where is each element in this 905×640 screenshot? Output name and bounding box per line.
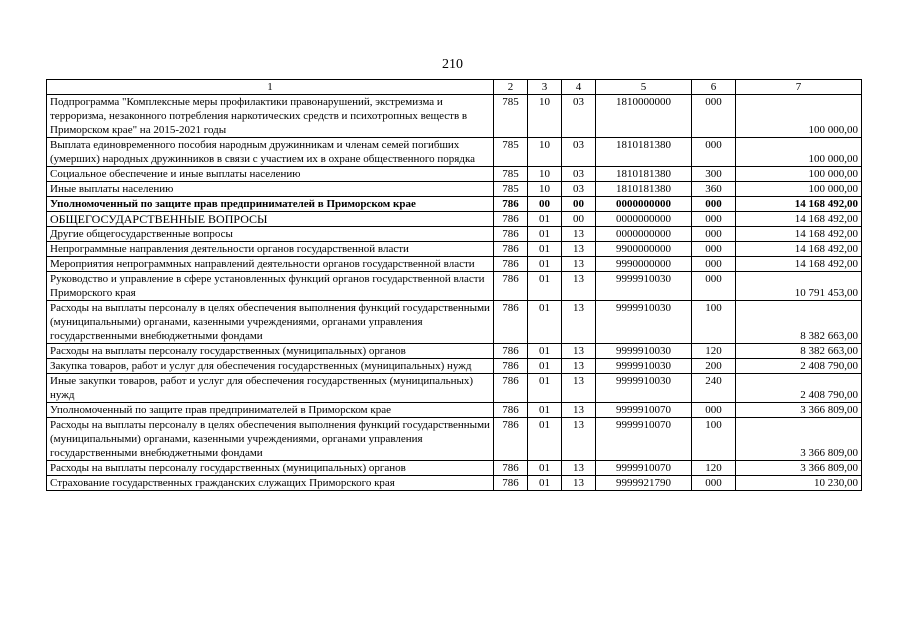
row-code-2: 786 bbox=[494, 418, 528, 461]
row-code-6: 000 bbox=[692, 476, 736, 491]
row-code-6: 000 bbox=[692, 138, 736, 167]
row-amount: 14 168 492,00 bbox=[736, 227, 862, 242]
row-name: Непрограммные направления деятельности органов государственной власти bbox=[47, 242, 494, 257]
row-code-3: 01 bbox=[528, 359, 562, 374]
row-code-4: 03 bbox=[562, 167, 596, 182]
row-amount: 14 168 492,00 bbox=[736, 212, 862, 227]
table-row bbox=[47, 212, 862, 227]
row-code-3: 00 bbox=[528, 197, 562, 212]
row-name: Расходы на выплаты персоналу государственных (муниципальных) органов bbox=[47, 344, 494, 359]
budget-table bbox=[46, 79, 862, 491]
table-row bbox=[47, 476, 862, 491]
row-code-2: 785 bbox=[494, 182, 528, 197]
row-code-3: 10 bbox=[528, 167, 562, 182]
row-code-6: 000 bbox=[692, 403, 736, 418]
row-name: Другие общегосударственные вопросы bbox=[47, 227, 494, 242]
table-row bbox=[47, 227, 862, 242]
row-code-3: 10 bbox=[528, 95, 562, 138]
row-code-2: 786 bbox=[494, 476, 528, 491]
row-code-3: 01 bbox=[528, 461, 562, 476]
row-amount: 100 000,00 bbox=[736, 138, 862, 167]
row-code-6: 120 bbox=[692, 461, 736, 476]
row-name: Расходы на выплаты персоналу в целях обеспечения выполнения функций государственными (муниципальными) органами, казенными учреждениями, органами управления государственными внебюджетными фондами bbox=[47, 301, 494, 344]
row-code-5: 9999921790 bbox=[596, 476, 692, 491]
row-name: Социальное обеспечение и иные выплаты населению bbox=[47, 167, 494, 182]
table-row bbox=[47, 418, 862, 461]
table-row bbox=[47, 95, 862, 138]
row-code-5: 9999910070 bbox=[596, 461, 692, 476]
row-name: Мероприятия непрограммных направлений деятельности органов государственной власти bbox=[47, 257, 494, 272]
row-code-5: 0000000000 bbox=[596, 227, 692, 242]
row-name: Расходы на выплаты персоналу государственных (муниципальных) органов bbox=[47, 461, 494, 476]
row-code-4: 13 bbox=[562, 301, 596, 344]
row-code-4: 13 bbox=[562, 242, 596, 257]
page-number: 210 bbox=[442, 57, 463, 72]
row-amount: 100 000,00 bbox=[736, 95, 862, 138]
row-code-2: 786 bbox=[494, 242, 528, 257]
table-row bbox=[47, 242, 862, 257]
row-amount: 100 000,00 bbox=[736, 167, 862, 182]
row-code-4: 13 bbox=[562, 359, 596, 374]
header-cell-7: 7 bbox=[736, 80, 862, 95]
row-amount: 3 366 809,00 bbox=[736, 403, 862, 418]
row-code-5: 1810000000 bbox=[596, 95, 692, 138]
row-code-5: 1810181380 bbox=[596, 167, 692, 182]
header-cell-1: 1 bbox=[47, 80, 494, 95]
row-name: Руководство и управление в сфере установленных функций органов государственной власти Приморского края bbox=[47, 272, 494, 301]
row-code-2: 786 bbox=[494, 374, 528, 403]
row-code-6: 200 bbox=[692, 359, 736, 374]
row-code-5: 9999910030 bbox=[596, 272, 692, 301]
row-amount: 8 382 663,00 bbox=[736, 301, 862, 344]
row-code-5: 9999910030 bbox=[596, 344, 692, 359]
row-amount: 10 230,00 bbox=[736, 476, 862, 491]
table-row bbox=[47, 138, 862, 167]
header-cell-5: 5 bbox=[596, 80, 692, 95]
table-row bbox=[47, 197, 862, 212]
row-code-6: 300 bbox=[692, 167, 736, 182]
row-code-3: 01 bbox=[528, 301, 562, 344]
row-code-3: 01 bbox=[528, 257, 562, 272]
header-cell-3: 3 bbox=[528, 80, 562, 95]
row-code-3: 01 bbox=[528, 418, 562, 461]
row-code-5: 9999910070 bbox=[596, 418, 692, 461]
row-code-5: 0000000000 bbox=[596, 212, 692, 227]
row-code-2: 786 bbox=[494, 257, 528, 272]
table-row bbox=[47, 374, 862, 403]
row-code-4: 13 bbox=[562, 461, 596, 476]
row-code-4: 00 bbox=[562, 212, 596, 227]
row-amount: 14 168 492,00 bbox=[736, 242, 862, 257]
row-amount: 3 366 809,00 bbox=[736, 418, 862, 461]
header-cell-4: 4 bbox=[562, 80, 596, 95]
row-code-2: 786 bbox=[494, 301, 528, 344]
row-code-3: 10 bbox=[528, 138, 562, 167]
row-code-5: 9999910030 bbox=[596, 374, 692, 403]
table-row bbox=[47, 461, 862, 476]
header-row bbox=[47, 80, 862, 95]
table-row bbox=[47, 182, 862, 197]
row-code-4: 13 bbox=[562, 257, 596, 272]
row-name: Иные выплаты населению bbox=[47, 182, 494, 197]
row-name: Выплата единовременного пособия народным дружинникам и членам семей погибших (умерших) народных дружинников в связи с участием их в охране общественного порядка bbox=[47, 138, 494, 167]
row-code-3: 01 bbox=[528, 212, 562, 227]
row-name: Закупка товаров, работ и услуг для обеспечения государственных (муниципальных) нужд bbox=[47, 359, 494, 374]
row-code-6: 360 bbox=[692, 182, 736, 197]
row-code-4: 03 bbox=[562, 95, 596, 138]
row-code-2: 786 bbox=[494, 461, 528, 476]
row-code-3: 10 bbox=[528, 182, 562, 197]
row-code-2: 786 bbox=[494, 359, 528, 374]
row-name: Подпрограмма "Комплексные меры профилактики правонарушений, экстремизма и терроризма, незаконного потребления наркотических средств и психотропных веществ в Приморском крае" на 2015-2021 годы bbox=[47, 95, 494, 138]
row-name: Уполномоченный по защите прав предпринимателей в Приморском крае bbox=[47, 403, 494, 418]
row-code-4: 00 bbox=[562, 197, 596, 212]
row-code-6: 240 bbox=[692, 374, 736, 403]
row-code-4: 13 bbox=[562, 418, 596, 461]
row-name: Расходы на выплаты персоналу в целях обеспечения выполнения функций государственными (муниципальными) органами, казенными учреждениями, органами управления государственными внебюджетными фондами bbox=[47, 418, 494, 461]
row-code-4: 13 bbox=[562, 374, 596, 403]
row-code-6: 000 bbox=[692, 227, 736, 242]
row-code-4: 03 bbox=[562, 182, 596, 197]
row-amount: 14 168 492,00 bbox=[736, 257, 862, 272]
row-code-2: 786 bbox=[494, 272, 528, 301]
row-code-5: 0000000000 bbox=[596, 197, 692, 212]
row-code-6: 000 bbox=[692, 272, 736, 301]
row-code-5: 9990000000 bbox=[596, 257, 692, 272]
row-code-4: 13 bbox=[562, 227, 596, 242]
row-code-5: 9999910030 bbox=[596, 359, 692, 374]
row-code-6: 120 bbox=[692, 344, 736, 359]
row-code-5: 9999910030 bbox=[596, 301, 692, 344]
table-row bbox=[47, 272, 862, 301]
row-code-6: 000 bbox=[692, 212, 736, 227]
row-name: Страхование государственных гражданских служащих Приморского края bbox=[47, 476, 494, 491]
row-code-6: 000 bbox=[692, 95, 736, 138]
row-name: Иные закупки товаров, работ и услуг для обеспечения государственных (муниципальных) нужд bbox=[47, 374, 494, 403]
row-code-3: 01 bbox=[528, 227, 562, 242]
row-code-3: 01 bbox=[528, 374, 562, 403]
table-row bbox=[47, 167, 862, 182]
row-code-3: 01 bbox=[528, 242, 562, 257]
row-code-4: 13 bbox=[562, 476, 596, 491]
row-amount: 14 168 492,00 bbox=[736, 197, 862, 212]
row-amount: 2 408 790,00 bbox=[736, 374, 862, 403]
row-code-5: 9999910070 bbox=[596, 403, 692, 418]
row-code-2: 786 bbox=[494, 403, 528, 418]
row-name: ОБЩЕГОСУДАРСТВЕННЫЕ ВОПРОСЫ bbox=[47, 212, 494, 227]
row-amount: 10 791 453,00 bbox=[736, 272, 862, 301]
row-amount: 2 408 790,00 bbox=[736, 359, 862, 374]
row-code-3: 01 bbox=[528, 403, 562, 418]
row-code-6: 100 bbox=[692, 301, 736, 344]
row-code-3: 01 bbox=[528, 476, 562, 491]
row-code-2: 786 bbox=[494, 197, 528, 212]
row-code-6: 000 bbox=[692, 197, 736, 212]
row-code-4: 13 bbox=[562, 403, 596, 418]
row-code-3: 01 bbox=[528, 272, 562, 301]
row-code-2: 786 bbox=[494, 227, 528, 242]
row-code-4: 13 bbox=[562, 344, 596, 359]
table-row bbox=[47, 257, 862, 272]
header-cell-2: 2 bbox=[494, 80, 528, 95]
row-amount: 100 000,00 bbox=[736, 182, 862, 197]
row-code-5: 1810181380 bbox=[596, 182, 692, 197]
row-code-4: 03 bbox=[562, 138, 596, 167]
row-code-5: 9900000000 bbox=[596, 242, 692, 257]
row-code-3: 01 bbox=[528, 344, 562, 359]
table-row bbox=[47, 344, 862, 359]
row-code-2: 785 bbox=[494, 167, 528, 182]
row-name: Уполномоченный по защите прав предпринимателей в Приморском крае bbox=[47, 197, 494, 212]
table-row bbox=[47, 301, 862, 344]
row-code-2: 785 bbox=[494, 95, 528, 138]
row-code-2: 785 bbox=[494, 138, 528, 167]
table-row bbox=[47, 403, 862, 418]
row-code-6: 000 bbox=[692, 242, 736, 257]
row-code-5: 1810181380 bbox=[596, 138, 692, 167]
row-code-6: 100 bbox=[692, 418, 736, 461]
row-amount: 8 382 663,00 bbox=[736, 344, 862, 359]
row-code-6: 000 bbox=[692, 257, 736, 272]
row-code-2: 786 bbox=[494, 212, 528, 227]
row-amount: 3 366 809,00 bbox=[736, 461, 862, 476]
table-row bbox=[47, 359, 862, 374]
header-cell-6: 6 bbox=[692, 80, 736, 95]
row-code-2: 786 bbox=[494, 344, 528, 359]
row-code-4: 13 bbox=[562, 272, 596, 301]
